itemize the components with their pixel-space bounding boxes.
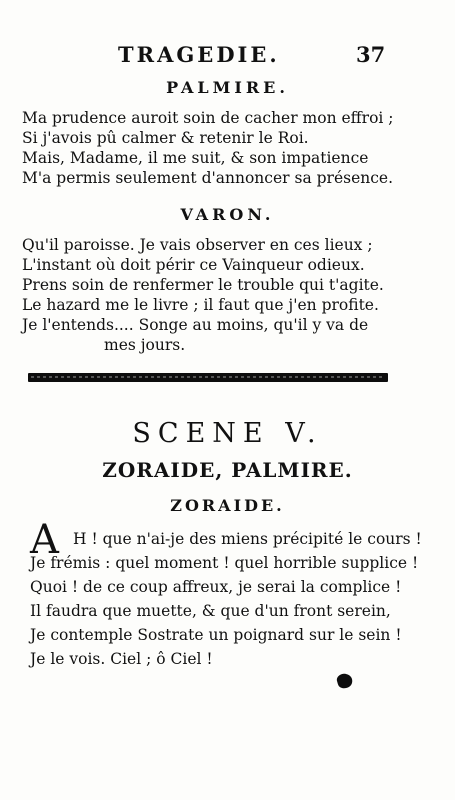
verse-line: Je le vois. Ciel ; ô Ciel !: [30, 650, 213, 668]
speaker-palmire: PALMIRE.: [166, 78, 289, 97]
verse-line: M'a permis seulement d'annoncer sa présence.: [22, 169, 394, 187]
verse-line: Quoi ! de ce coup affreux, je serai la complice !: [30, 578, 402, 596]
verse-line: Le hazard me le livre ; il faut que j'en profite.: [22, 296, 379, 314]
ink-blot-icon: [334, 672, 354, 690]
running-head: [0, 42, 455, 68]
verse-line: Prens soin de renfermer le trouble qui t'agite.: [22, 276, 384, 294]
verse-line: Je contemple Sostrate un poignard sur le sein !: [30, 626, 402, 644]
ornamental-rule: [28, 373, 388, 382]
running-title: TRAGEDIE.: [118, 42, 280, 67]
verse-line: H ! que n'ai-je des miens précipité le cours !: [73, 530, 422, 548]
scene-cast: ZORAIDE, PALMIRE.: [102, 458, 353, 482]
verse-block-zoraide: [30, 527, 422, 671]
verse-line: Je frémis : quel moment ! quel horrible supplice !: [30, 554, 419, 572]
verse-line: Il faudra que muette, & que d'un front serein,: [30, 602, 391, 620]
verse-block-palmire: [22, 108, 394, 188]
drop-cap: A: [30, 517, 59, 563]
verse-line: Qu'il paroisse. Je vais observer en ces lieux ;: [22, 236, 373, 254]
verse-line-continuation: mes jours.: [104, 336, 186, 354]
page-number: 37: [356, 42, 386, 67]
speaker-zoraide: ZORAIDE.: [170, 496, 285, 515]
verse-line: Je l'entends.... Songe au moins, qu'il y va de: [22, 316, 369, 334]
speaker-varon: VARON.: [180, 205, 275, 224]
verse-line: Ma prudence auroit soin de cacher mon effroi ;: [22, 109, 394, 127]
scene-title: SCENE V.: [132, 418, 323, 449]
verse-line: Mais, Madame, il me suit, & son impatience: [22, 149, 369, 167]
verse-line: L'instant où doit périr ce Vainqueur odieux.: [22, 256, 365, 274]
verse-line: Si j'avois pû calmer & retenir le Roi.: [22, 129, 309, 147]
verse-block-varon: [22, 235, 384, 355]
